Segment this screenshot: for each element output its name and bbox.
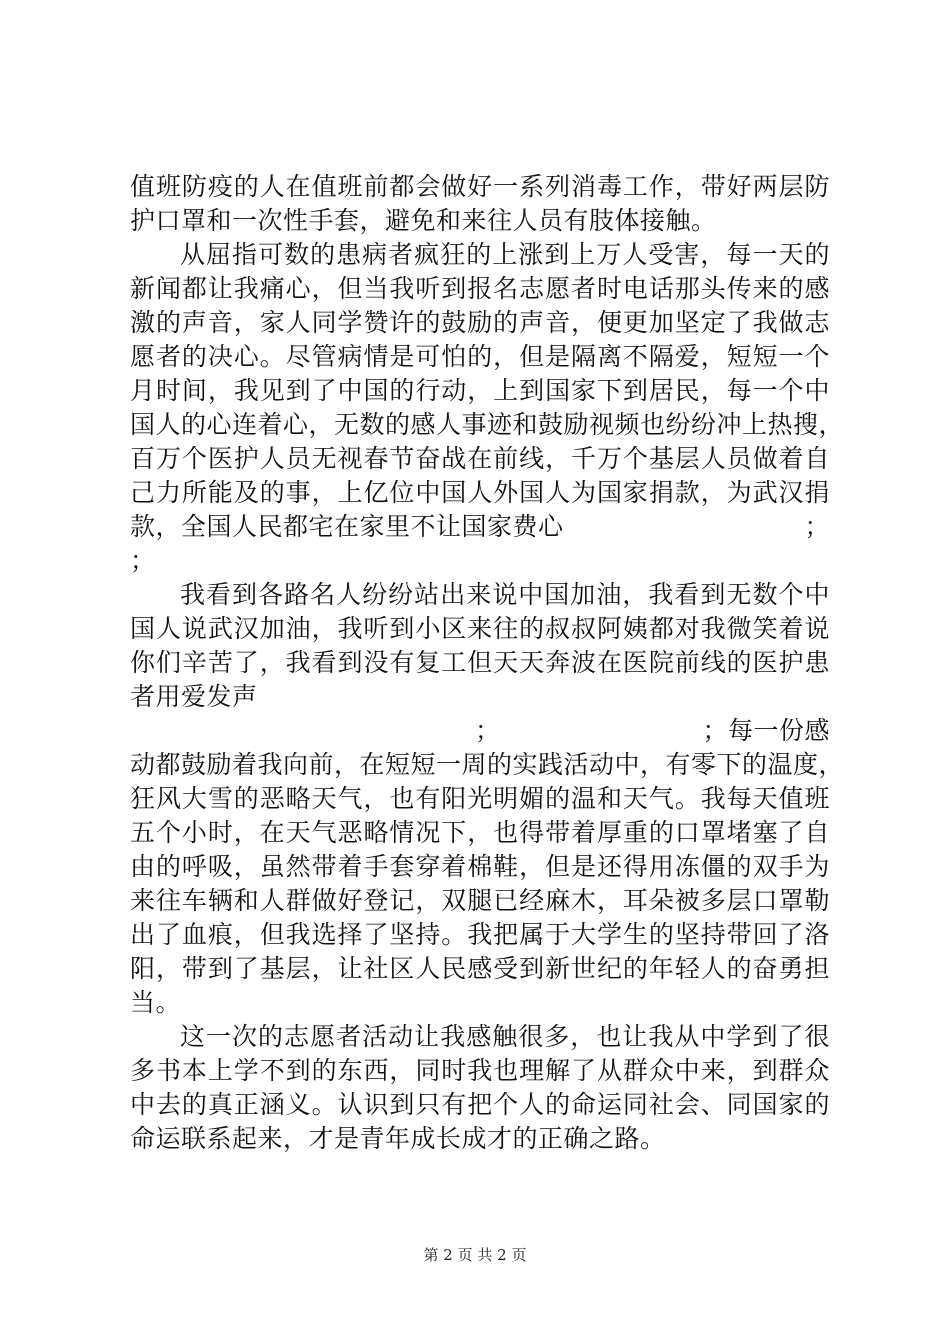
paragraph-2: [130, 238, 845, 578]
text-line: 从屈指可数的患病者疯狂的上涨到上万人受害，每一天的: [180, 240, 830, 269]
text-line: 由的呼吸，虽然带着手套穿着棉鞋，但是还得用冻僵的双手为: [130, 852, 830, 881]
text-line: 者用爱发声: [130, 682, 258, 711]
text-line: 当。: [130, 988, 182, 1017]
text-line: 愿者的决心。尽管病情是可怕的，但是隔离不隔爱，短短一个: [130, 342, 830, 371]
text-fragment: 款，全国人民都宅在家里不让国家费心: [130, 512, 564, 541]
text-line: 你们辛苦了，我看到没有复工但天天奔波在医院前线的医护患: [130, 648, 830, 677]
text-fragment: ；: [475, 716, 501, 745]
text-line: 这一次的志愿者活动让我感触很多，也让我从中学到了很: [180, 1022, 830, 1051]
text-line: 中去的真正涵义。认识到只有把个人的命运同社会、同国家的: [130, 1090, 830, 1119]
text-line-split: [130, 714, 830, 748]
text-line: 命运联系起来，才是青年成长成才的正确之路。: [130, 1124, 666, 1153]
text-line: 己力所能及的事，上亿位中国人外国人为国家捐款，为武汉捐: [130, 478, 830, 507]
text-line: 动都鼓励着我向前，在短短一周的实践活动中，有零下的温度，: [130, 750, 845, 779]
text-line: 狂风大雪的恶略天气，也有阳光明媚的温和天气。我每天值班: [130, 784, 830, 813]
paragraph-1: [130, 170, 830, 238]
text-line: 阳，带到了基层，让社区人民感受到新世纪的年轻人的奋勇担: [130, 954, 830, 983]
text-line-split: [130, 510, 830, 544]
text-line: 五个小时，在天气恶略情况下，也得带着厚重的口罩堵塞了自: [130, 818, 830, 847]
paragraph-3: [130, 578, 845, 1020]
text-line: 国人的心连着心，无数的感人事迹和鼓励视频也纷纷冲上热搜，: [130, 410, 845, 439]
text-line: 护口罩和一次性手套，避免和来往人员有肢体接触。: [130, 206, 717, 235]
paragraph-4: [130, 1020, 830, 1156]
text-line: 出了血痕，但我选择了坚持。我把属于大学生的坚持带回了洛: [130, 920, 830, 949]
page-footer: 第 2 页 共 2 页: [423, 1246, 527, 1264]
text-fragment: ；: [804, 512, 830, 541]
text-line: ；: [130, 546, 156, 575]
text-line: 月时间，我见到了中国的行动，上到国家下到居民，每一个中: [130, 376, 830, 405]
text-line: 值班防疫的人在值班前都会做好一系列消毒工作，带好两层防: [130, 172, 830, 201]
text-line: 多书本上学不到的东西，同时我也理解了从群众中来，到群众: [130, 1056, 830, 1085]
text-line: 激的声音，家人同学赞许的鼓励的声音，便更加坚定了我做志: [130, 308, 830, 337]
text-line: 我看到各路名人纷纷站出来说中国加油，我看到无数个中: [180, 580, 830, 609]
text-line: 百万个医护人员无视春节奋战在前线，千万个基层人员做着自: [130, 444, 830, 473]
document-body: [130, 170, 845, 1156]
text-line: 新闻都让我痛心，但当我听到报名志愿者时电话那头传来的感: [130, 274, 830, 303]
text-line: 来往车辆和人群做好登记，双腿已经麻木，耳朵被多层口罩勒: [130, 886, 830, 915]
text-line: 国人说武汉加油，我听到小区来往的叔叔阿姨都对我微笑着说: [130, 614, 830, 643]
text-fragment: ；每一份感: [702, 716, 830, 745]
